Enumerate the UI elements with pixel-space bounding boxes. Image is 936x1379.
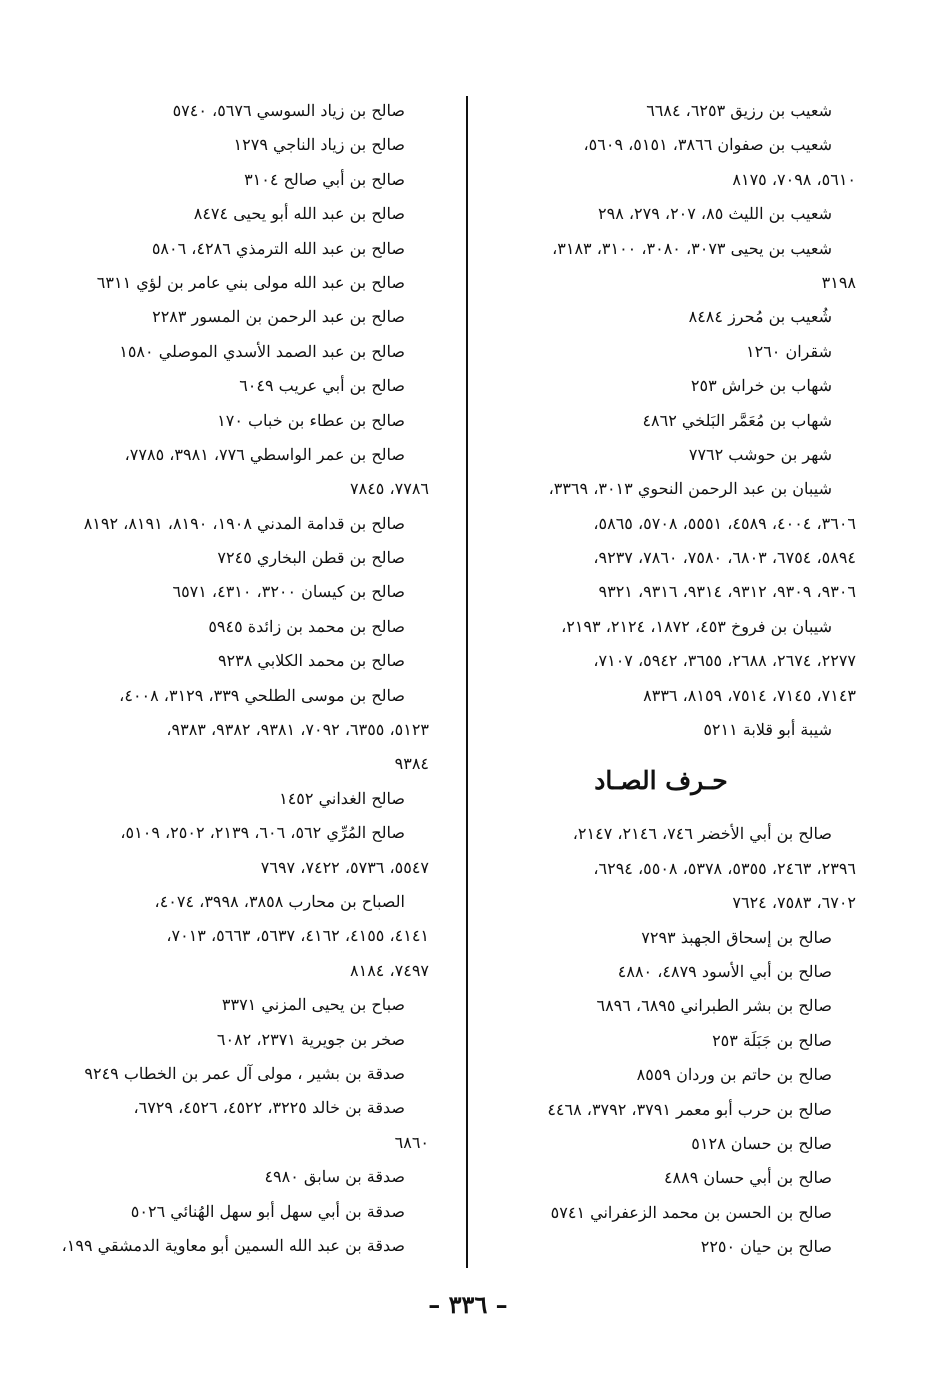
index-entry-line: صالح بن عبد الصمد الأسدي الموصلي ١٥٨٠ [119, 341, 405, 361]
index-entry-line: صالح بن عبد الله أبو يحيى ٨٤٧٤ [193, 204, 405, 224]
index-entry-line: صالح بن محمد بن زائدة ٥٩٤٥ [208, 616, 405, 636]
index-entry-line: صدقة بن سابق ٤٩٨٠ [264, 1167, 405, 1187]
index-entry-continuation: ٦٧٠٢، ٧٥٨٣، ٧٦٢٤ [732, 893, 856, 913]
index-entry-line: صالح بن حاتم بن وردان ٨٥٥٩ [636, 1065, 832, 1085]
index-entry-line: صالح بن حيان ٢٢٥٠ [700, 1237, 832, 1257]
index-entry-line: صالح بن أبي الأسود ٤٨٧٩، ٤٨٨٠ [617, 961, 832, 981]
index-entry-continuation: ٣٦٠٦، ٤٠٠٤، ٤٥٨٩، ٥٥٥١، ٥٧٠٨، ٥٨٦٥، [593, 513, 856, 533]
index-entry-continuation: ٢٢٧٧، ٢٦٧٤، ٢٦٨٨، ٣٦٥٥، ٥٩٤٢، ٧١٠٧، [593, 651, 856, 671]
index-entry-line: شعيب بن صفوان ٣٨٦٦، ٥١٥١، ٥٦٠٩، [583, 135, 832, 155]
left-entries [29, 94, 429, 1263]
index-entry-line: شهر بن حوشب ٧٧٦٢ [688, 444, 832, 464]
index-entry-line: صالح بن حرب أبو معمر ٣٧٩١، ٣٧٩٢، ٤٤٦٨ [547, 1099, 832, 1119]
index-entry-continuation: ٥١٢٣، ٦٣٥٥، ٧٠٩٢، ٩٣٨١، ٩٣٨٢، ٩٣٨٣، [166, 720, 429, 740]
index-entry-line: شيبة أبو قلابة ٥٢١١ [703, 720, 832, 740]
index-entry-line: شيبان بن فروخ ٤٥٣، ١٨٧٢، ٢١٢٤، ٢١٩٣، [561, 616, 832, 636]
index-entry-continuation: ٢٣٩٦، ٢٤٦٣، ٥٣٥٥، ٥٣٧٨، ٥٥٠٨، ٦٢٩٤، [593, 858, 856, 878]
index-entry-line: شُعيب بن مُحرز ٨٤٨٤ [688, 307, 832, 327]
index-entry-continuation: ٣١٩٨ [821, 272, 856, 292]
index-entry-continuation: ٧٧٨٦، ٧٨٤٥ [350, 479, 429, 499]
index-entry-line: صالح بن عبد الرحمن بن المسور ٢٢٨٣ [152, 307, 405, 327]
index-entry-line: صالح بن إسحاق الجهبذ ٧٢٩٣ [641, 927, 832, 947]
index-entry-continuation: ٥٥٤٧، ٥٧٣٦، ٧٤٢٢، ٧٦٩٧ [260, 857, 429, 877]
index-entry-line: شيبان بن عبد الرحمن النحوي ٣٠١٣، ٣٣٦٩، [548, 479, 832, 499]
index-entry-line: صالح بن أبي الأخضر ٧٤٦، ٢١٤٦، ٢١٤٧، [572, 824, 832, 844]
index-entry-line: صالح بن موسى الطلحي ٣٣٩، ٣١٢٩، ٤٠٠٨، [119, 685, 405, 705]
index-entry-line: صالح الغداني ١٤٥٢ [279, 788, 405, 808]
index-entry-continuation: ٩٣٠٦، ٩٣٠٩، ٩٣١٢، ٩٣١٤، ٩٣١٦، ٩٣٢١ [598, 582, 856, 602]
index-entry-line: صخر بن جويرية ٢٣٧١، ٦٠٨٢ [216, 1029, 405, 1049]
index-entry-line: صدقة بن عبد الله السمين أبو معاوية الدمشقي ١٩٩، [61, 1235, 405, 1255]
index-entry-line: شهاب بن خراش ٢٥٣ [690, 376, 832, 396]
index-entry-line: صالح المُرِّي ٥٦٢، ٦٠٦، ٢١٣٩، ٢٥٠٢، ٥١٠٩، [120, 823, 405, 843]
index-entry-line: صباح بن يحيى المزني ٣٣٧١ [221, 995, 405, 1015]
left-column [29, 94, 429, 1263]
index-entry-line: الصباح بن محارب ٣٨٥٨، ٣٩٩٨، ٤٠٧٤، [154, 891, 405, 911]
index-entry-line: شعيب بن رزيق ٦٢٥٣، ٦٦٨٤ [646, 101, 832, 120]
index-entry-continuation: ٦٨٦٠ [394, 1132, 429, 1152]
index-entry-line: صالح بن حسان ٥١٢٨ [691, 1133, 832, 1153]
index-entry-line: صالح بن أبي عريب ٦٠٤٩ [239, 376, 405, 396]
index-entry-line: صالح بن عبد الله الترمذي ٤٢٨٦، ٥٨٠٦ [151, 238, 405, 258]
index-entry-line: شعيب بن يحيى ٣٠٧٣، ٣٠٨٠، ٣١٠٠، ٣١٨٣، [552, 238, 832, 258]
index-entry-line: شعيب بن الليث ٨٥، ٢٠٧، ٢٧٩، ٢٩٨ [598, 204, 832, 224]
index-entry-line: صالح بن أبي صالح ٣١٠٤ [244, 169, 405, 189]
index-entry-line: صدقة بن خالد ٣٢٢٥، ٤٥٢٢، ٤٥٢٦، ٦٧٢٩، [133, 1098, 405, 1118]
index-entry-continuation: ٥٨٩٤، ٦٧٥٤، ٦٨٠٣، ٧٥٨٠، ٧٨٦٠، ٩٢٣٧، [593, 548, 856, 568]
page-number: – ٣٣٦ – [428, 1290, 508, 1319]
index-entry-line: صالح بن الحسن بن محمد الزعفراني ٥٧٤١ [550, 1202, 832, 1222]
right-entries-after-heading [466, 817, 856, 1264]
right-column [466, 94, 856, 1265]
index-entry-continuation: ٤١٤١، ٤١٥٥، ٤١٦٢، ٥٦٣٧، ٥٦٦٣، ٧٠١٣، [166, 926, 429, 946]
index-entry-line: صدقة بن بشير ، مولى آل عمر بن الخطاب ٩٢٤٩ [84, 1063, 405, 1083]
index-entry-line: صالح بن عبد الله مولى بني عامر بن لؤي ٦٣١١ [96, 272, 405, 292]
index-entry-line: شهاب بن مُعَمَّر البَلخي ٤٨٦٢ [642, 410, 832, 430]
index-entry-line: شقران ١٢٦٠ [746, 341, 832, 361]
index-entry-line: صالح بن كيسان ٣٢٠٠، ٤٣١٠، ٦٥٧١ [172, 582, 405, 602]
index-entry-line: صدقة بن أبي سهل أبو سهل الهُنائي ٥٠٢٦ [130, 1201, 405, 1221]
index-entry-line: صالح بن عطاء بن خباب ١٧٠ [217, 410, 405, 430]
index-entry-line: صالح بن بشر الطبراني ٦٨٩٥، ٦٨٩٦ [596, 996, 832, 1016]
index-entry-line: صالح بن أبي حسان ٤٨٨٩ [663, 1168, 832, 1188]
right-entries-before-heading [466, 94, 856, 747]
index-entry-line: صالح بن عمر الواسطي ٧٧٦، ٣٩٨١، ٧٧٨٥، [124, 444, 405, 464]
index-entry-line: صالح بن قطن البخاري ٧٢٤٥ [217, 548, 405, 568]
section-heading: حـرف الصـاد [594, 766, 728, 796]
index-entry-continuation: ٥٦١٠، ٧٠٩٨، ٨١٧٥ [732, 169, 856, 189]
index-entry-line: صالح بن محمد الكلابي ٩٢٣٨ [217, 651, 405, 671]
index-entry-line: صالح بن قدامة المدني ١٩٠٨، ٨١٩٠، ٨١٩١، ٨١٩٢ [83, 513, 405, 533]
index-entry-line: صالح بن جَبَلَة ٢٥٣ [712, 1030, 832, 1050]
index-entry-line: صالح بن زياد السوسي ٥٦٧٦، ٥٧٤٠ [172, 101, 405, 120]
index-entry-continuation: ٩٣٨٤ [394, 754, 429, 774]
index-entry-continuation: ٧٤٩٧، ٨١٨٤ [350, 960, 429, 980]
index-entry-continuation: ٧١٤٣، ٧١٤٥، ٧٥١٤، ٨١٥٩، ٨٣٣٦ [643, 685, 856, 705]
column-divider [466, 96, 468, 1268]
index-entry-line: صالح بن زياد الناجي ١٢٧٩ [233, 135, 405, 155]
